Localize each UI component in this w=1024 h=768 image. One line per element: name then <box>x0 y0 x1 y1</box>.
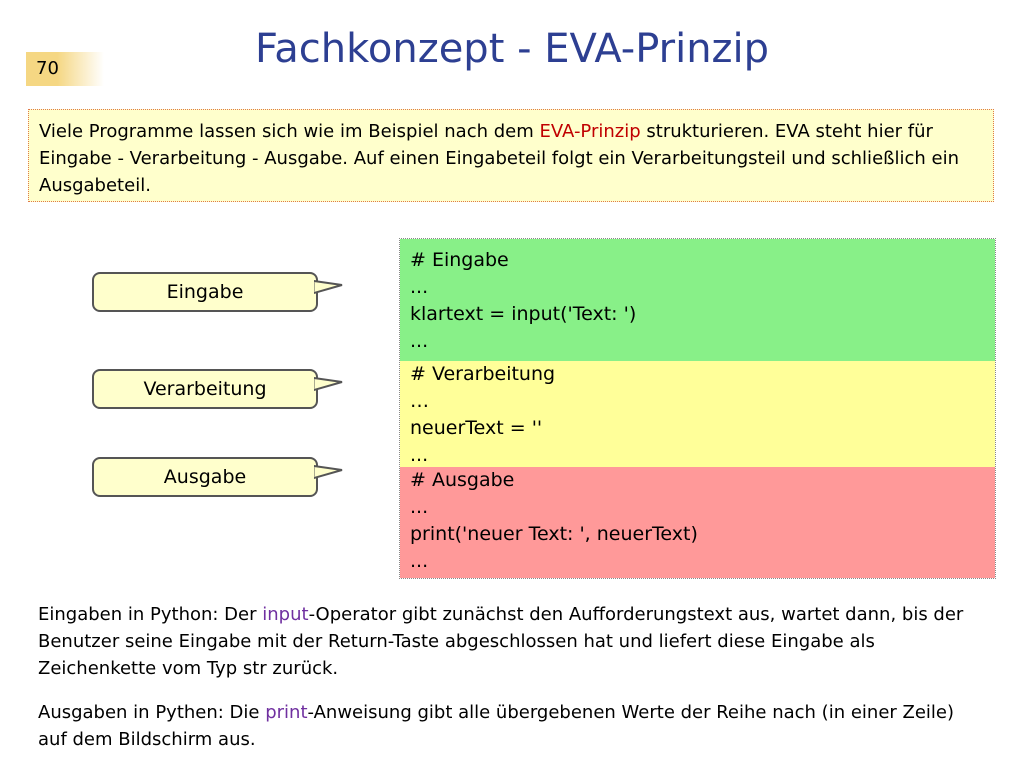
callout-ausgabe-label: Ausgabe <box>163 466 247 488</box>
code-line: # Ausgabe <box>410 469 515 491</box>
callout-verarbeitung-label: Verarbeitung <box>143 378 267 400</box>
paragraph-print-end: -Anweisung gibt alle übergebenen Werte der Reihe nach (in einer Zeile) auf dem Bildschirm aus. <box>38 702 955 750</box>
code-line: neuerText = '' <box>410 417 543 439</box>
callout-verarbeitung <box>92 369 318 409</box>
code-box <box>399 238 996 579</box>
callout-eingabe <box>92 272 318 312</box>
intro-text-start: Viele Programme lassen sich wie im Beispiel nach dem <box>39 121 540 142</box>
code-line: ... <box>410 444 429 466</box>
code-line: ... <box>410 276 429 298</box>
intro-text-end: strukturieren. EVA steht hier für Eingabe - Verarbeitung - Ausgabe. Auf einen Eingabeteil folgt ein Verarbeitungsteil und schließlich ein Ausgabeteil. <box>39 121 959 196</box>
callout-pointer-icon <box>314 463 344 483</box>
code-section-ausgabe <box>400 467 995 578</box>
code-line: ... <box>410 550 429 572</box>
code-line: ... <box>410 496 429 518</box>
callout-eingabe-label: Eingabe <box>166 281 244 303</box>
intro-box <box>28 109 994 202</box>
page-title: Fachkonzept - EVA-Prinzip <box>254 26 770 72</box>
keyword-input: input <box>262 604 309 625</box>
code-line: … <box>410 390 429 412</box>
paragraph-input <box>38 601 988 682</box>
callout-pointer-icon <box>314 278 344 298</box>
keyword-print: print <box>265 702 308 723</box>
paragraph-print-start: Ausgaben in Pythen: Die <box>38 702 266 723</box>
code-line: # Verarbeitung <box>410 363 556 385</box>
code-line: klartext = input('Text: ') <box>410 303 637 325</box>
code-section-verarbeitung <box>400 361 995 467</box>
intro-highlight: EVA-Prinzip <box>539 121 641 142</box>
callout-ausgabe <box>92 457 318 497</box>
code-section-eingabe <box>400 239 995 361</box>
code-line: # Eingabe <box>410 249 509 271</box>
code-line: print('neuer Text: ', neuerText) <box>410 523 698 545</box>
paragraph-input-start: Eingaben in Python: Der <box>38 604 263 625</box>
paragraph-print <box>38 699 988 753</box>
slide-number: 70 <box>36 58 59 79</box>
callout-pointer-icon <box>314 375 344 395</box>
code-line: ... <box>410 330 429 352</box>
paragraph-input-end: -Operator gibt zunächst den Aufforderungstext aus, wartet dann, bis der Benutzer seine Eingabe mit der Return-Taste abgeschlossen hat und liefert diese Eingabe als Zeichenkette vom Typ str zurück. <box>38 604 964 679</box>
